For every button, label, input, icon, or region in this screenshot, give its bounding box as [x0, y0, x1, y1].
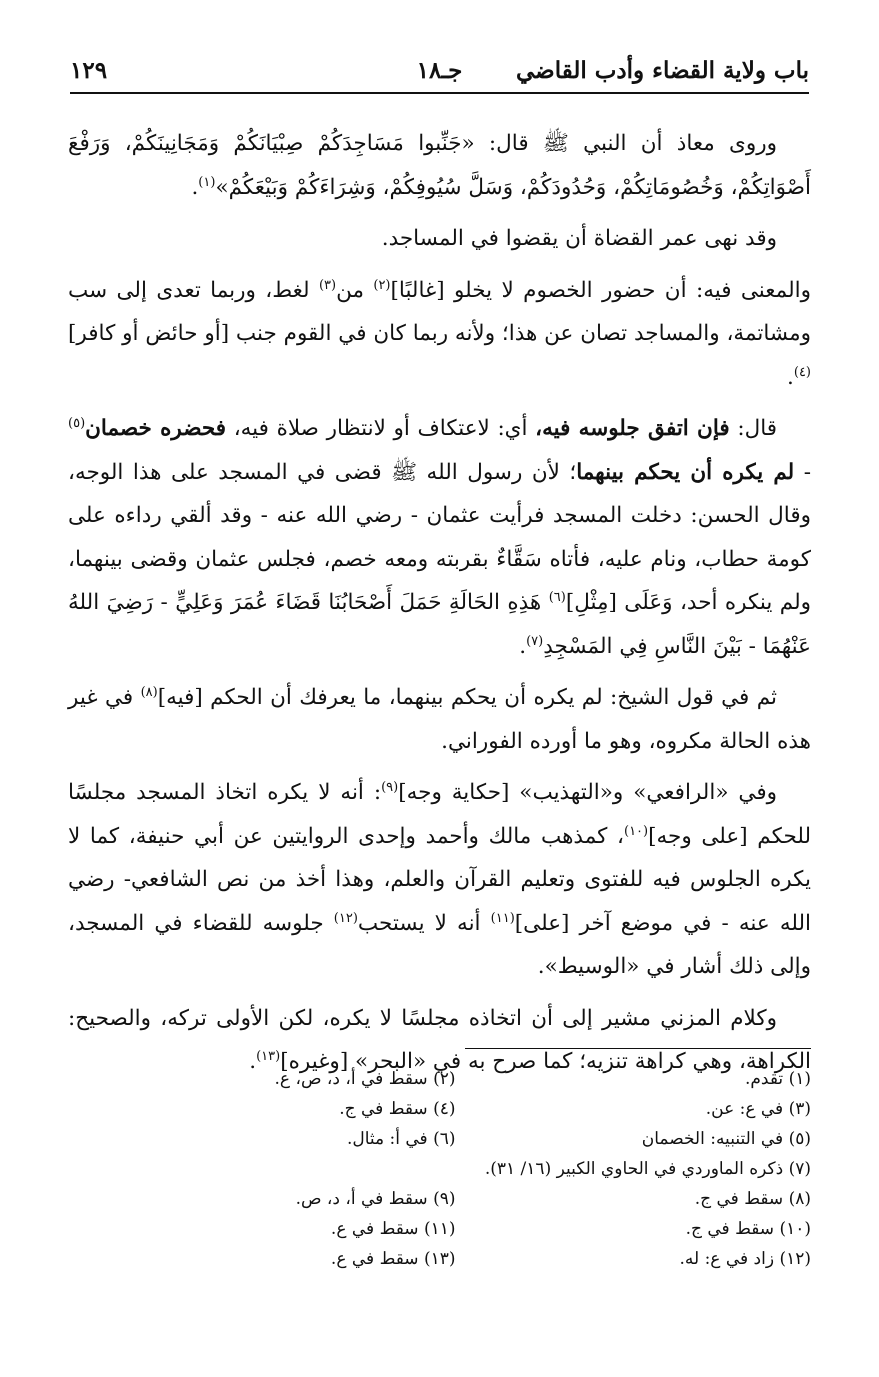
- main-text: [68, 122, 811, 1092]
- footnote-ref: (٦): [548, 589, 566, 605]
- paragraph: وقد نهى عمر القضاة أن يقضوا في المساجد.: [381, 226, 777, 251]
- footnote-row: [100, 1154, 811, 1184]
- footnote-ref: (١٢): [333, 910, 358, 926]
- footnote-row: [100, 1184, 811, 1214]
- footnote-ref: (١١): [490, 910, 515, 926]
- footnote: (٦) في أ: مثال.: [346, 1129, 456, 1149]
- footnote: (٣) في ع: عن.: [705, 1099, 811, 1119]
- footnote-ref: (١٠): [623, 823, 649, 839]
- footnotes: [100, 1064, 811, 1274]
- footnote-row: [100, 1214, 811, 1244]
- footnote: (١٠) سقط في ج.: [685, 1219, 811, 1239]
- footnote-row: [100, 1064, 811, 1094]
- footnote-ref: (٩): [381, 779, 399, 795]
- footnote-divider: [465, 1048, 811, 1049]
- footnote: (٧) ذكره الماوردي في الحاوي الكبير (١٦/ ٣١).: [484, 1159, 811, 1179]
- paragraph: وفي «الرافعي» و«التهذيب» [حكاية وجه]$^{(٩)}$: أنه لا يكره اتخاذ المسجد مجلسًا للحكم [على وجه]$^{(١٠)}$، كمذهب مالك وأحمد وإحدى الروايتين عن أبي حنيفة، كما لا يكره الجلوس فيه للفتوى وتعليم القرآن والعلم، وهذا أخذ من نص الشافعي- رضي الله عنه - في موضع آخر [على]$^{(١١)}$ أنه لا يستحب$^{(١٢)}$ جلوسه للقضاء في المسجد، وإلى ذلك أشار في «الوسيط».: [68, 779, 812, 979]
- footnote-row: [100, 1124, 811, 1154]
- footnote: (١) تقدم.: [744, 1069, 811, 1089]
- paragraph: وروى معاذ أن النبي ﷺ قال: «جَنِّبوا مَسَاجِدَكُمْ صِبْيَانَكُمْ وَمَجَانِينَكُمْ، وَرَفْعَ أَصْوَاتِكُمْ، وَخُصُومَاتِكُمْ، وَحُدُودَكُمْ، وَسَلَّ سُيُوفِكُمْ، وَشِرَاءَكُمْ وَبَيْعَكُمْ»$^{(١)}$.: [68, 131, 811, 200]
- page-number: ١٢٩: [70, 56, 108, 84]
- footnote-ref: (١): [198, 174, 216, 190]
- footnote: (١٣) سقط في ع.: [330, 1249, 456, 1269]
- footnote: (٨) سقط في ج.: [694, 1189, 811, 1209]
- footnote-ref: (٥): [68, 415, 86, 431]
- footnote-ref: (١٣): [256, 1048, 281, 1064]
- footnote-ref: (٤): [793, 364, 811, 380]
- footnote: (١٢) زاد في ع: له.: [679, 1249, 811, 1269]
- footnote: (٢) سقط في أ، د، ص، ع.: [274, 1069, 456, 1089]
- footnote: (١١) سقط في ع.: [330, 1219, 456, 1239]
- paragraph: ثم في قول الشيخ: لم يكره أن يحكم بينهما، ما يعرفك أن الحكم [فيه]$^{(٨)}$ في غير هذه الحالة مكروه، وهو ما أورده الفوراني.: [68, 684, 811, 754]
- footnote: (٤) سقط في ج.: [339, 1099, 456, 1119]
- paragraph: قال: فإن اتفق جلوسه فيه، أي: لاعتكاف أو لانتظار صلاة فيه، فحضره خصمان$^{(٥)}$ - لم يكره أن يحكم بينهما؛ لأن رسول الله ﷺ قضى في المسجد على هذا الوجه، وقال الحسن: دخلت المسجد فرأيت عثمان - رضي الله عنه - وقد ألقي رداءه على كومة حطاب، ونام عليه، فأتاه سَقَّاءٌ بقربته ومعه خصم، فجلس عثمان وقضى بينهما، ولم ينكره أحد، وَعَلَى [مِثْلِ]$^{(٦)}$ هَذِهِ الحَالَةِ حَمَلَ أَصْحَابُنَا قَضَاءَ عُمَرَ وَعَلِيٍّ - رَضِيَ اللهُ عَنْهُمَا - بَيْنَ النَّاسِ فِي المَسْجِدِ$^{(٧)}$.: [68, 415, 811, 659]
- footnote-row: [100, 1094, 811, 1124]
- footnote-ref: (٧): [526, 633, 544, 649]
- footnote-ref: (٣): [318, 277, 337, 293]
- footnote-ref: (٨): [140, 684, 158, 700]
- paragraph: والمعنى فيه: أن حضور الخصوم لا يخلو [غالبًا]$^{(٢)}$ من$^{(٣)}$ لغط، وربما تعدى إلى سب ومشاتمة، والمساجد تصان عن هذا؛ ولأنه ربما كان في القوم جنب [أو حائض أو كافر]$^{(٤)}$.: [68, 277, 811, 390]
- volume-label: جـ١٨: [416, 56, 463, 84]
- footnote: (٥) في التنبيه: الخصمان: [641, 1129, 811, 1149]
- footnote-row: [100, 1244, 811, 1274]
- footnote: (٩) سقط في أ، د، ص.: [295, 1189, 456, 1209]
- paragraph: وكلام المزني مشير إلى أن اتخاذه مجلسًا لا يكره، لكن الأولى تركه، والصحيح: الكراهة، وهي كراهة تنزيه؛ كما صرح به في «البحر» [وغيره]$^{(١٣)}$.: [68, 1005, 811, 1074]
- running-header: [70, 48, 809, 94]
- footnote-ref: (٢): [373, 277, 391, 293]
- chapter-title: باب ولاية القضاء وأدب القاضي: [516, 56, 809, 84]
